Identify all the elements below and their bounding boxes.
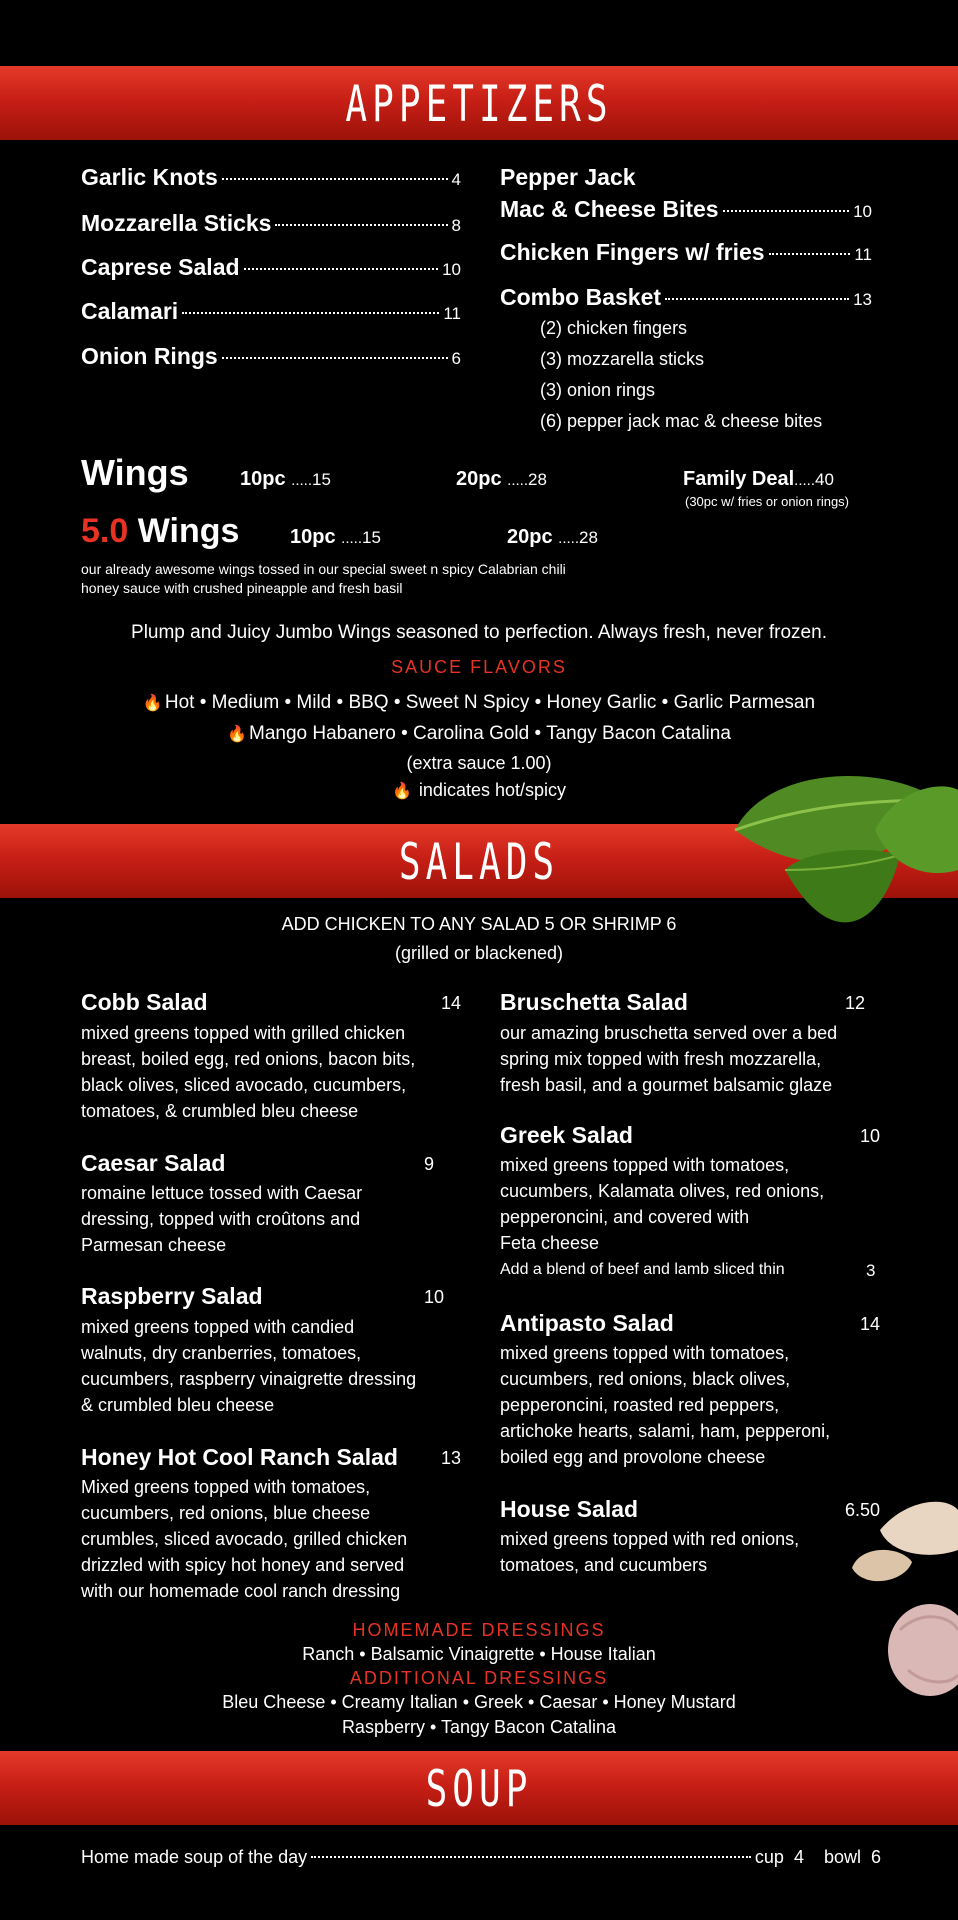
menu-item-pepper-jack-bites: Mac & Cheese Bites 10: [500, 196, 872, 222]
hot-legend: 🔥 indicates hot/spicy: [391, 780, 566, 800]
salad-desc: mixed greens topped with tomatoes, cucumbers, red onions, black olives, pepperoncini, roasted red peppers, artichoke hearts, salami, ham, pepperoni, boiled egg and provolone cheese: [500, 1343, 831, 1467]
salad-desc: Mixed greens topped with tomatoes, cucumbers, red onions, blue cheese crumbles, sliced avocado, grilled chicken drizzled with spicy hot honey and served with our homemade cool ranch dressing: [81, 1477, 408, 1601]
salad-price: 10: [424, 1287, 445, 1307]
additional-dressings-title: ADDITIONAL DRESSINGS: [349, 1668, 609, 1688]
sauce-flavors-title: SAUCE FLAVORS: [391, 657, 567, 677]
family-deal: Family Deal.....40: [683, 468, 834, 490]
salad-desc: mixed greens topped with red onions, tomatoes, and cucumbers: [500, 1529, 800, 1575]
flame-icon: 🔥: [227, 726, 247, 743]
salad-name: Greek Salad: [500, 1122, 633, 1148]
greek-addon: Add a blend of beef and lamb sliced thin: [500, 1261, 785, 1278]
wings-5-desc: honey sauce with crushed pineapple and fresh basil: [81, 580, 403, 596]
menu-item-chicken-fingers: Chicken Fingers w/ fries 11: [500, 239, 872, 265]
salad-desc: mixed greens topped with grilled chicken breast, boiled egg, red onions, bacon bits, black olives, sliced avocado, cucumbers, tomatoes, & crumbled bleu cheese: [81, 1023, 416, 1121]
menu-item-combo-basket: Combo Basket 13: [500, 284, 872, 310]
salad-name: Antipasto Salad: [500, 1310, 674, 1336]
menu-item-calamari: Calamari 11: [81, 298, 461, 324]
wings-5-label: 5.0 Wings: [81, 512, 240, 550]
salad-desc: romaine lettuce tossed with Caesar dressing, topped with croûtons and Parmesan cheese: [81, 1183, 363, 1255]
combo-content: (3) onion rings: [540, 380, 656, 400]
greek-addon-price: 3: [866, 1261, 876, 1280]
salad-price: 6.50: [845, 1500, 881, 1520]
combo-content: (6) pepper jack mac & cheese bites: [540, 411, 823, 431]
soup-title: SOUP: [425, 1760, 533, 1818]
wings-5-20pc: 20pc .....28: [507, 526, 598, 548]
salad-price: 10: [860, 1126, 881, 1146]
salad-desc: our amazing bruschetta served over a bed spring mix topped with fresh mozzarella, fresh basil, and a gourmet balsamic glaze: [500, 1023, 838, 1095]
menu-item-caprese-salad: Caprese Salad 10: [81, 254, 461, 280]
salad-name: Cobb Salad: [81, 989, 208, 1015]
flame-icon: 🔥: [391, 783, 412, 800]
soup-banner: [0, 1751, 958, 1825]
wings-5-10pc: 10pc .....15: [290, 526, 381, 548]
pepper-jack-line1: Pepper Jack: [500, 164, 636, 190]
appetizers-title: APPETIZERS: [345, 75, 613, 133]
salad-name: House Salad: [500, 1496, 639, 1522]
additional-dressings-list: Bleu Cheese • Creamy Italian • Greek • Caesar • Honey Mustard: [222, 1692, 736, 1712]
wings-tagline: Plump and Juicy Jumbo Wings seasoned to perfection. Always fresh, never frozen.: [131, 622, 827, 643]
menu-item-soup: Home made soup of the day cup 4 bowl 6: [81, 1847, 881, 1867]
additional-dressings-list: Raspberry • Tangy Bacon Catalina: [341, 1717, 617, 1737]
sauce-line-2: 🔥 Mango Habanero • Carolina Gold • Tangy Bacon Catalina: [227, 723, 731, 744]
menu-item-garlic-knots: Garlic Knots 4: [81, 164, 461, 190]
combo-content: (2) chicken fingers: [540, 318, 688, 338]
menu-item-mozzarella-sticks: Mozzarella Sticks 8: [81, 210, 461, 236]
wings-10pc: 10pc .....15: [240, 468, 331, 490]
combo-content: (3) mozzarella sticks: [540, 349, 705, 369]
appetizers-banner: [0, 66, 958, 140]
salad-price: 13: [441, 1448, 462, 1468]
salad-price: 12: [845, 993, 866, 1013]
salad-add-note: (grilled or blackened): [394, 943, 564, 963]
wings-5-desc: our already awesome wings tossed in our special sweet n spicy Calabrian chili: [81, 561, 566, 577]
extra-sauce: (extra sauce 1.00): [406, 753, 552, 773]
salad-price: 14: [860, 1314, 881, 1334]
wings-20pc: 20pc .....28: [456, 468, 547, 490]
menu-item-onion-rings: Onion Rings 6: [81, 343, 461, 369]
salad-name: Honey Hot Cool Ranch Salad: [81, 1444, 398, 1470]
sauce-line-1: 🔥 Hot • Medium • Mild • BBQ • Sweet N Spicy • Honey Garlic • Garlic Parmesan: [142, 692, 816, 713]
salad-desc: mixed greens topped with tomatoes, cucumbers, Kalamata olives, red onions, pepperoncini, and covered with Feta cheese: [500, 1155, 825, 1253]
salad-add-line: ADD CHICKEN TO ANY SALAD 5 OR SHRIMP 6: [281, 914, 677, 934]
flame-icon: 🔥: [142, 695, 163, 712]
homemade-dressings-title: HOMEMADE DRESSINGS: [352, 1620, 606, 1640]
salad-name: Bruschetta Salad: [500, 989, 688, 1015]
wings-label: Wings: [81, 452, 189, 493]
salad-price: 14: [441, 993, 462, 1013]
salad-name: Raspberry Salad: [81, 1283, 263, 1309]
salad-name: Caesar Salad: [81, 1150, 226, 1176]
homemade-dressings-list: Ranch • Balsamic Vinaigrette • House Italian: [302, 1644, 656, 1664]
family-deal-note: (30pc w/ fries or onion rings): [685, 494, 850, 509]
salads-title: SALADS: [398, 833, 560, 891]
salad-desc: mixed greens topped with candied walnuts, dry cranberries, tomatoes, cucumbers, raspberry vinaigrette dressing & crumbled bleu cheese: [81, 1317, 417, 1415]
salad-price: 9: [424, 1154, 435, 1174]
